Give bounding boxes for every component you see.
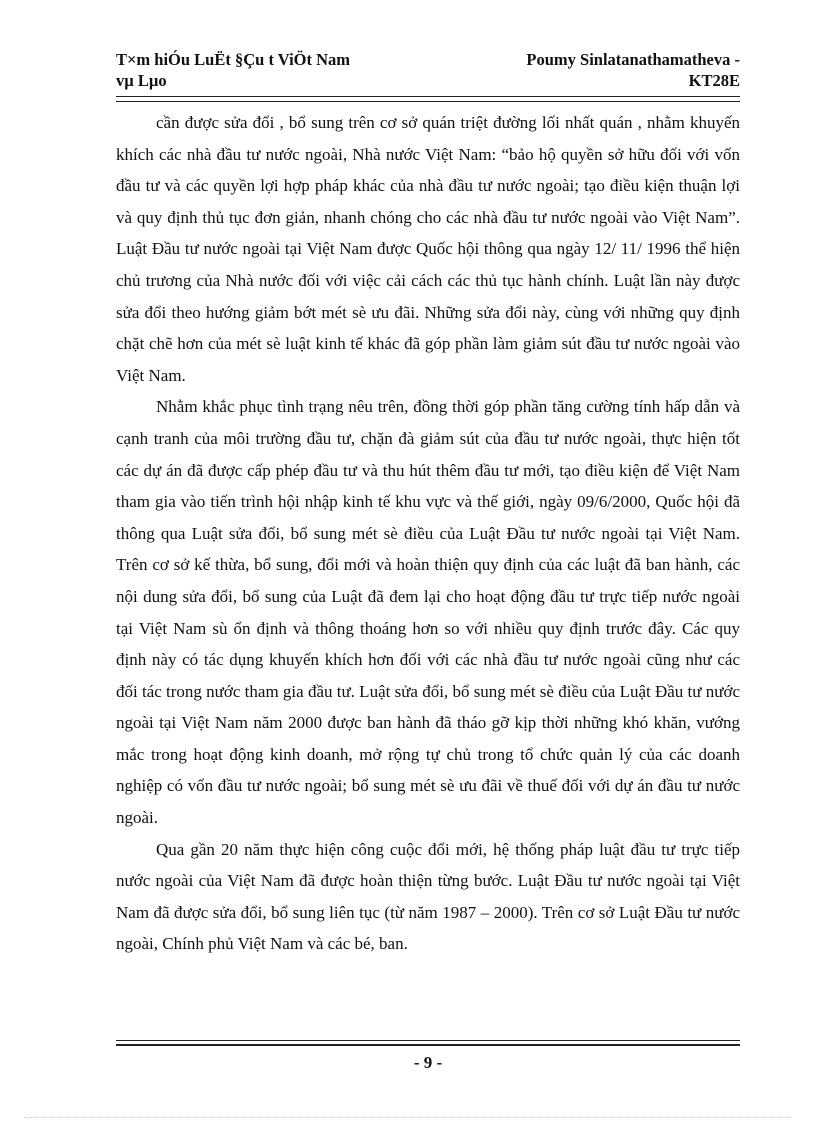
running-title: T×m hiÓu LuËt §Çu t ViÖt Nam vµ Lµo — [116, 50, 351, 90]
header-rule-thick — [116, 96, 740, 97]
footer-rule-thin — [116, 1040, 740, 1041]
page-header — [116, 49, 740, 95]
author-name: Poumy Sinlatanathamatheva - KT28E — [526, 50, 740, 90]
page-number: - 9 - — [413, 1053, 443, 1072]
footer-rule-thick — [116, 1044, 740, 1046]
page-edge-divider — [24, 1117, 792, 1118]
paragraph: Nhằm khắc phục tình trạng nêu trên, đồng thời góp phần tăng cường tính hấp dẫn và cạnh tranh của môi trường đầu tư, chặn đà giảm sút của đầu tư nước ngoài, thực hiện tốt các dự án đã được cấp phép đầu tư và thu hút thêm đầu tư mới, tạo điều kiện để Việt Nam tham gia vào tiến trình hội nhập kinh tế khu vực và thế giới, ngày 09/6/2000, Quốc hội đã thông qua Luật sửa đổi, bổ sung mét sè điều của Luật Đầu tư nước ngoài tại Việt Nam. Trên cơ sở kế thừa, bổ sung, đổi mới và hoàn thiện quy định của các luật đã ban hành, các nội dung sửa đổi, bổ sung của Luật đã đem lại cho hoạt động đầu tư trực tiếp nước ngoài tại Việt Nam sù ổn định và thông thoáng hơn so với nhiều quy định trước đây. Các quy định này có tác dụng khuyến khích hơn đối với các nhà đầu tư nước ngoài cũng như các đối tác trong nước tham gia đầu tư. Luật sửa đổi, bổ sung mét sè điều của Luật Đầu tư nước ngoài tại Việt Nam năm 2000 được ban hành đã tháo gỡ kịp thời những khó khăn, vướng mắc trong hoạt động kinh doanh, mở rộng tự chủ trong tổ chức quản lý của các doanh nghiệp có vốn đầu tư nước ngoài; bổ sung mét sè ưu đãi về thuế đối với dự án đầu tư nước ngoài. — [116, 397, 740, 828]
header-rule-thin — [116, 101, 740, 102]
paragraph: cần được sửa đổi , bổ sung trên cơ sở quán triệt đường lối nhất quán , nhằm khuyến khích các nhà đầu tư nước ngoài, Nhà nước Việt Nam: “bảo hộ quyền sở hữu đối với vốn đầu tư và các quyền lợi hợp pháp khác của nhà đầu tư nước ngoài; tạo điều kiện thuận lợi và quy định thủ tục đơn giản, nhanh chóng cho các nhà đầu tư nước ngoài vào Việt Nam”. Luật Đầu tư nước ngoài tại Việt Nam được Quốc hội thông qua ngày 12/ 11/ 1996 thể hiện chủ trương của Nhà nước đối với việc cải cách các thủ tục hành chính. Luật lần này được sửa đổi theo hướng giảm bớt mét sè ưu đãi. Những sửa đổi này, cùng với những quy định chặt chẽ hơn của mét sè luật kinh tế khác đã góp phần làm giảm sút đầu tư nước ngoài vào Việt Nam. — [116, 113, 740, 385]
body-text — [116, 107, 740, 960]
paragraph: Qua gần 20 năm thực hiện công cuộc đổi mới, hệ thống pháp luật đầu tư trực tiếp nước ngoài của Việt Nam đã được hoàn thiện từng bước. Luật Đầu tư nước ngoài tại Việt Nam đã được sửa đổi, bổ sung liên tục (từ năm 1987 – 2000). Trên cơ sở Luật Đầu tư nước ngoài, Chính phủ Việt Nam và các bé, ban. — [116, 839, 740, 954]
